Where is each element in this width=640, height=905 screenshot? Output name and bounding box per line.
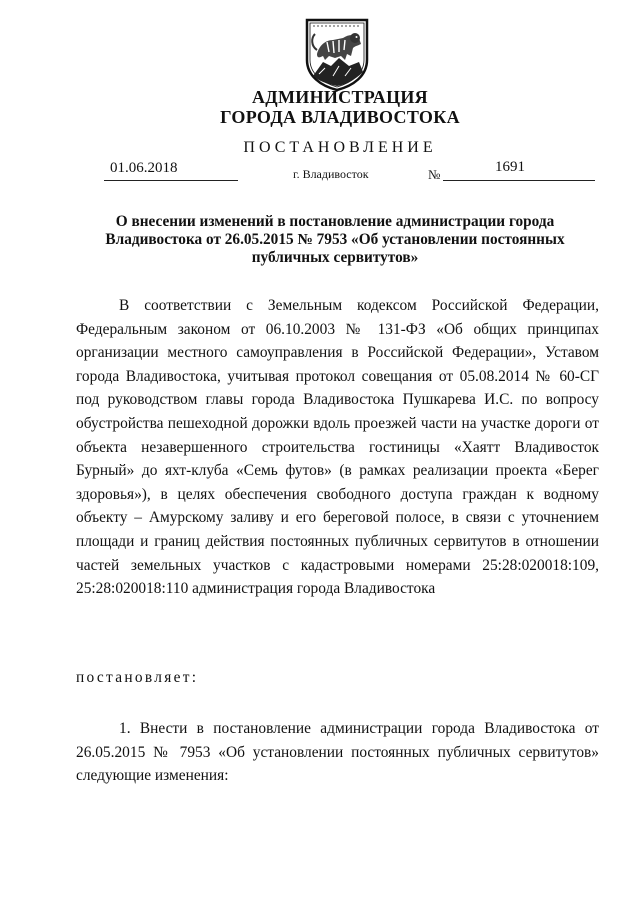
body-paragraph-preamble: В соответствии с Земельным кодексом Российской Федерации, Федеральным законом от 06.10.2003 № 131-ФЗ «Об общих принципах организации местного самоуправления в Российской Федерации», Уставом города Владивостока, учитывая протокол совещания от 05.08.2014 № 60-СГ под руководством главы города Владивостока Пушкарева И.С. по вопросу обустройства пешеходной дорожки вдоль проезжей части на участке дороги от объекта незавершенного строительства гостиницы «Хаятт Владивосток Бурный» до яхт-клуба «Семь футов» (в рамках реализации проекта «Берег здоровья»), в целях обеспечения свободного доступа граждан к водному объекту – Амурскому заливу и его береговой полосе, в связи с уточнением площади и границ действия постоянных публичных сервитутов в отношении частей земельных участков с кадастровыми номерами 25:28:020018:109, 25:28:020018:110 администрация города Владивостока: [76, 297, 599, 598]
body-paragraph-item-1: 1. Внести в постановление администрации города Владивостока от 26.05.2015 № 7953 «Об установлении постоянных публичных сервитутов» следующие изменения:: [76, 720, 599, 785]
date-underline: [104, 180, 238, 181]
document-date: 01.06.2018: [110, 160, 178, 176]
document-title: О внесении изменений в постановление администрации города Владивостока от 26.05.2015 № 7953 «Об установлении постоянных публичных сервитутов»: [105, 213, 565, 266]
organization-name: АДМИНИСТРАЦИЯ: [252, 87, 428, 107]
document-type: ПОСТАНОВЛЕНИЕ: [243, 139, 437, 156]
document-number: 1691: [495, 159, 525, 175]
organization-city: ГОРОДА ВЛАДИВОСТОКА: [220, 107, 460, 127]
number-sign: №: [428, 167, 441, 182]
document-city: г. Владивосток: [293, 167, 369, 181]
number-underline: [443, 180, 595, 181]
decides-keyword: постановляет:: [76, 669, 199, 686]
city-crest-icon: [299, 16, 375, 92]
